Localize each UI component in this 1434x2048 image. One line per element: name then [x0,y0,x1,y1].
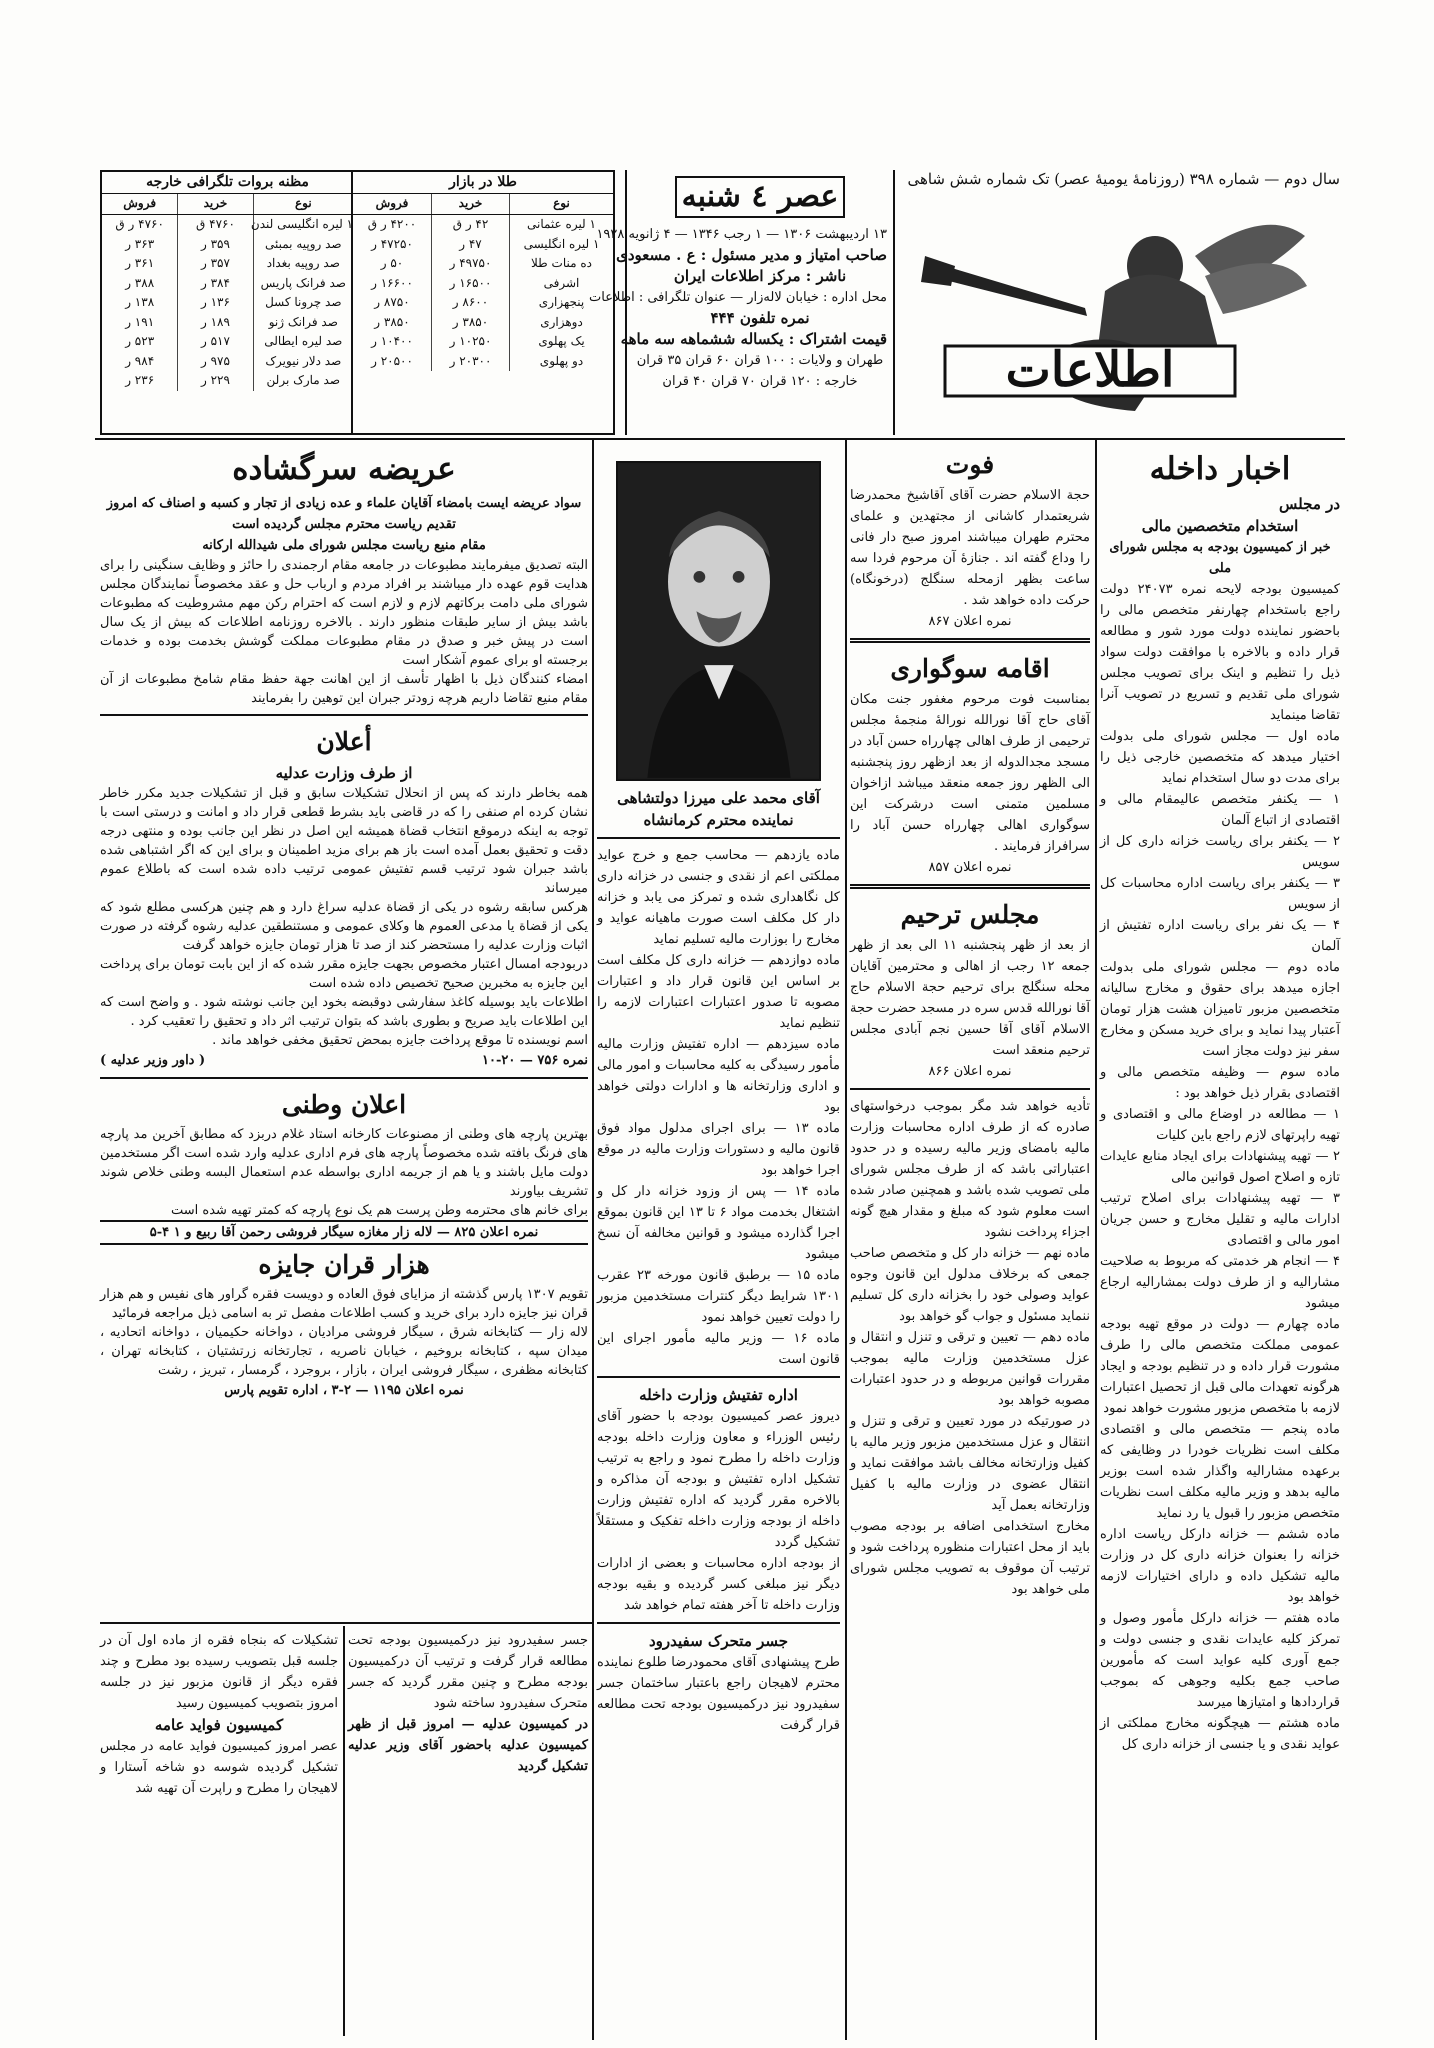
table-row: ۱ لیره عثمانی ۴۲ ر ق ۴۲۰۰ ر ق [353,215,613,235]
paragraph: ۲ — تهیه پیشنهادات برای ایجاد منابع عایدات تازه و اصلاح اصول قوانین مالی [1100,1149,1340,1185]
petition-address: مقام منیع ریاست مجلس شورای ملی شیدالله ارکانه [202,538,486,553]
notice-body: همه بخاطر دارند که پس از انحلال تشکیلات سابق و قبل از تشکیلات جدید مکرر خاطر نشان کرده ام صنفی را که در قاضی باید بشرط قطعی قرار داد و امانت و درستی است با توجه به اینکه درموقع انتخاب قضاة همیشه این اصل در نظر این جانب بوده و منتهی درجه دقت و تحقیق بعمل آمده است باز هم برای مزید اطمینان و برای این که اگر اشتباهی شده باشد جبران شود ترتیب قسم تفتیش عمومی ترتیب داده شده است که باطلاع عموم میرساند [100,786,588,896]
internal-news-title: اخبار داخله [1149,451,1291,487]
table-row: صد روپیه بغداد ۳۵۷ ر ۳۶۱ ر [102,254,353,274]
paragraph: ۳ — تهیه پیشنهادات برای اصلاح ترتیب ادارات مالیه و تقلیل مخارج و حسن جریان امور مالی و اقتصادی [1100,1191,1340,1248]
table-row: صد چرونا کسل ۱۳۶ ر ۱۳۸ ر [102,293,353,313]
notice-footer [100,1050,588,1071]
petition-body: البته تصدیق میفرمایند مطبوعات در جامعه مقام ارجمندی را حائز و وظایف سنگینی را برای هدایت قوم عهده دار میباشند بر افراد مردم و ارباب حل و عقد مخصوصاً نمایندگان مجلس شورای ملی دامت برکاتهم لازم و لازم است که احترام رکن مهم مشروطیت که مطبوعات باشد بیش از سایر طبقات منظور دارند . بالاخره روزنامه اطلاعات که بیش از یک سال است در پیش خبر و صدق در مقام مطبوعات مملکت گوشش بخدمت بوده و خدمات برجسته او برای عموم آشکار است [100,558,588,668]
paragraph: مخارج استخدامی اضافه بر بودجه مصوب باید از محل اعتبارات منظوره پرداخت شود و ترتیب آن موقوف به تصویب مجلس شورای ملی خواهد بود [850,1519,1090,1597]
paragraph: ۴ — انجام هر خدمتی که مربوط به صلاحیت مشارالیه و از طرف دولت بمشارالیه ارجاع میشود [1100,1254,1340,1311]
col-sell: فروش [375,196,409,210]
portrait-illustration [618,463,819,779]
table-row: دو پهلوی ۲۰۳۰۰ ر ۲۰۵۰۰ ر [353,352,613,372]
notice-ad-number: نمره ۷۵۶ — ۲۰-۱۰ [481,1053,588,1068]
paragraph: ۴ — یک نفر برای ریاست اداره تفتیش از آلمان [1100,918,1340,954]
paragraph: ماده چهارم — دولت در موقع تهیه بودجه عمومی مملکت متخصص مالی را طرف مشورت قرار داده و در تنظیم بودجه و ایجاد هرگونه تعهدات مالی قبل از تحصیل اعتبارات لازمه با متخصص مزبور مشورت خواهد نمود [1100,1317,1340,1416]
paragraph: ماده نهم — خزانه دار کل و متخصص صاحب جمعی که برخلاف مدلول این قانون وجوه عواید وصولی خود را بخزانه داری کل تسلیم ننماید مسئول و جواب گو خواهد بود [850,1246,1090,1324]
notice-from: از طرف وزارت عدلیه [275,764,413,782]
masthead-logo [905,196,1310,426]
paragraph: ماده دهم — تعیین و ترقی و تنزل و انتقال و عزل مستخدمین وزارت مالیه بموجب مقررات قوانین مربوطه و در حدود اعتبارات مصوبه خواهد بود [850,1330,1090,1408]
divider [850,884,1090,889]
divider [597,1622,840,1624]
table-row: صد فرانک ژنو ۱۸۹ ر ۱۹۱ ر [102,313,353,333]
exchange-table-header [102,194,353,215]
ad-number: نمره اعلان ۸۶۷ [928,614,1012,629]
subheading: استخدام متخصصین مالی [1141,517,1299,535]
paragraph: دیروز عصر کمیسیون بودجه با حضور آقای رئیس الوزراء و معاون وزارت داخله بودجه وزارت داخله را مطرح نمود و راجع به ترتیب تشکیل اداره تفتیش و بودجه آن مذاکره و بالاخره مقرر گردید که اداره تفتیش وزارت داخله از بودجه وزارت داخله تفکیک و مستقلاً تشکیل گردد [597,1409,840,1550]
national-ad-footer: نمره اعلان ۸۲۵ — لاله زار مغازه سیگار فروشی رحمن آقا ربیع و ۱ ۴-۵ [100,1220,588,1245]
prize-ad-number: نمره اعلان ۱۱۹۵ — ۲-۳ ، اداره تقویم پارس [224,1383,464,1398]
exchange-table-title: مظنه بروات تلگرافی خارجه [102,172,353,194]
exchange-table [102,172,353,433]
portrait-column [597,445,840,2035]
paragraph: ماده دوازدهم — خزانه داری کل مکلف است بر اساس این قانون قرار داد و اعتبارات مصوبه تا صدور اعتبارات اعتبارات لازمه را تنظیم نماید [597,953,840,1031]
col-type: نوع [509,194,613,214]
column-rule [845,440,847,2040]
divider [850,638,1090,643]
table-row: صد دلار نیویرک ۹۷۵ ر ۹۸۴ ر [102,352,353,372]
col-type: نوع [253,194,353,214]
day-label: عصر ٤ شنبه [675,176,845,218]
subheading: جسر متحرک سفیدرود [648,1632,789,1650]
portrait-caption-sub: نماینده محترم کرمانشاه [643,811,794,829]
paragraph: از بودجه اداره محاسبات و بعضی از ادارات دیگر نیز مبلغی کسر گردیده و بقیه بودجه وزارت داخله تا آخر هفته تمام خواهد شد [597,1556,840,1613]
divider [597,837,840,839]
petition-end: امضاء کنندگان ذیل با اظهار تأسف از این اهانت جهة حفظ مقام شامخ مطبوعات از آن مقام منیع تقاضا داریم هرچه زودتر جبران این توهین را بفرمایند [100,672,588,706]
paragraph: کمیسیون بودجه لایحه نمره ۲۴۰۷۳ دولت راجع باستخدام چهارنفر متخصص مالی را باحضور نماینده دولت مورد شور و مطالعه قرار داده و بالاخره با موافقت دولت سواد ذیل را تنظیم و اینک برای تصویب مجلس شورای ملی تقدیم و تسریع در تصویب آنرا تقاضا مینماید [1100,582,1340,723]
column-rule [1095,440,1097,2040]
portrait-photo [616,461,821,781]
paragraph: ماده ۱۶ — وزیر مالیه مأمور اجرای این قانون است [597,1331,840,1367]
paragraph: در کمیسیون عدلیه — امروز قبل از ظهر کمیسیون عدلیه باحضور آقای وزیر عدلیه تشکیل گردید [348,1717,588,1774]
table-row: صد لیره ایطالی ۵۱۷ ر ۵۲۳ ر [102,332,353,352]
notices-column [850,445,1090,2035]
col-buy: خرید [177,194,252,214]
publisher-line: ناشر : مرکز اطلاعات ایران [673,267,847,285]
notice-title: أعلان [316,727,372,756]
owner-line: صاحب امتیاز و مدیر مسئول : ع . مسعودی [616,246,887,264]
date-line: ۱۳ اردیبهشت ۱۳۰۶ — ۱ رجب ۱۳۴۶ — ۴ ژانویه ۱۹۲۸ [596,227,887,242]
table-row: یک پهلوی ۱۰۲۵۰ ر ۱۰۴۰۰ ر [353,332,613,352]
subheading: اداره تفتیش وزارت داخله [639,1386,798,1404]
table-row: دوهزاری ۳۸۵۰ ر ۳۸۵۰ ر [353,313,613,333]
table-row: ۱ لیره انگلیسی لندن ۴۷۶۰ ق ۴۷۶۰ ر ق [102,215,353,235]
table-row: پنجهزاری ۸۶۰۰ ر ۸۷۵۰ ر [353,293,613,313]
paragraph: ماده ۱۵ — برطبق قانون مورخه ۲۳ عقرب ۱۳۰۱ شرایط دیگر کنترات مستخدمین مزبور را دولت تعیین خواهد نمود [597,1268,840,1325]
paragraph: ماده اول — مجلس شورای ملی بدولت اختیار میدهد که متخصصین خارجی ذیل را برای مدت دو سال استخدام نماید [1100,729,1340,786]
table-row: صد فرانک پاریس ۳۸۴ ر ۳۸۸ ر [102,274,353,294]
mourning-text: بمناسبت فوت مرحوم مغفور جنت مکان آقای حاج آقا نورالله نورالهٔ منجمهٔ مجلس ترحیمی از طرف اهالی چهارراه حسن آباد در مسجد مجدالدوله از بعد ازظهر روز پنجشنبه الی الظهر روز جمعه منعقد میباشد ازاخوان مسلمین متمنی است درشرکت این سوگواری اهالی چهارراه حسن آباد را سرافراز فرمایند . [850,692,1090,854]
petition-title: عریضه سرگشاده [232,451,456,487]
portrait-caption: آقای محمد علی میرزا دولتشاهی [617,789,820,807]
gold-table-title: طلا در بازار [353,172,613,194]
divider [850,1088,1090,1090]
national-ad-body: بهترین پارچه های وطنی از مصنوعات کارخانه استاد غلام دربزد که مطابق آخرین مد پارچه های فرنگ بافته شده مخصوصاً پارچه های فرم اداری عدلیه وارد شده است اگر مستخدمین دولت مایل باشند و یا هم از جریمه اداری بواسطه عدم استعمال البسه وطنی خلاص شوند تشریف بیاورند [100,1127,588,1199]
notice-signature: ( داور وزیر عدلیه ) [100,1053,206,1068]
paragraph: طرح پیشنهادی آقای محمودرضا طلوع نماینده محترم لاهیجان راجع باعتبار ساختمان جسر سفیدرود نیز درکمیسیون بودجه تحت مطالعه قرار گرفت [597,1655,840,1733]
market-tables [100,170,615,435]
paragraph: تشکیلات که بنجاه فقره از ماده اول آن در جلسه قبل بتصویب رسیده بود مطرح و چند فقره دیگر از قانون مزبور نیز در جلسه امروز بتصویب کمیسیون رسید [100,1633,338,1711]
lower-left-box [100,1630,338,2035]
logo-wordmark: اطلاعات [1005,342,1175,398]
paragraph: در صورتیکه در مورد تعیین و ترقی و تنزل و انتقال و عزل مستخدمین مزبور وزیر مالیه با کفیل وزارتخانه مخالف باشد موافقت نماید و انتقال عضوی در وزارت مالیه با کفیل وزارتخانه بعمل آید [850,1414,1090,1513]
paragraph: تأدیه خواهد شد مگر بموجب درخواستهای صادره که از طرف اداره محاسبات وزارت مالیه بامضای وزیر مالیه رسیده و در حدود اعتباراتی باشد که از طرف مجلس شورای ملی تصویب شده باشد و همچنین صادر شده است معلوم شود که مبلغ و مقدار هیچ گونه اجزاء پرداخت نشود [850,1099,1090,1240]
ad-number: نمره اعلان ۸۵۷ [928,860,1012,875]
prize-body: تقویم ۱۳۰۷ پارس گذشته از مزایای فوق العاده و دویست فقره گراور های نفیس و هم هزار قران نیز جایزه دارد برای خرید و کسب اطلاعات مفصل تر به اسامی ذیل مراجعه فرمائید [100,1287,588,1321]
paragraph: ماده سوم — وظیفه متخصص مالی و اقتصادی بقرار ذیل خواهد بود : [1100,1065,1340,1101]
masthead-info [589,170,895,435]
paragraph: جسر سفیدرود نیز درکمیسیون بودجه تحت مطالعه قرار گرفت و ترتیب آن درکمیسیون بودجه مطرح و چنین مقرر گردید که جسر متحرک سفیدرود ساخته شود [348,1633,588,1711]
prize-body: لاله زار — کتابخانه شرق ، سیگار فروشی مرادیان ، دواخانه حکیمیان ، دواخانه اتحادیه ، میدان سپه ، کتابخانه بروخیم ، خیابان ناصریه ، تجارتخانه زرتشتیان ، کتابخانه تهران ، کتابخانه مظفری ، سیگار فروشی ایران ، بازار ، بروجرد ، گرمسار ، تبریز ، رشت [100,1325,588,1378]
kicker: در مجلس [1279,495,1340,513]
table-row: ۱ لیره انگلیسی ۴۷ ر ۴۷۲۵۰ ر [353,235,613,255]
address-line: محل اداره : خیابان لاله‌زار — عنوان تلگرافی : اطلاعات [589,290,887,305]
section-rule [100,1622,592,1624]
paragraph: ۳ — یکنفر برای ریاست اداره محاسبات کل از سویس [1100,876,1340,912]
col-sell: فروش [123,196,157,210]
paragraph: عصر امروز کمیسیون فواید عامه در مجلس تشکیل گردیده شوسه دو شاخه آستارا و لاهیجان را مطرح و راپرت آن تهیه شد [100,1739,338,1796]
column-rule [592,440,594,2040]
notice-body: دربودجه امسال اعتبار مخصوص بجهت جایزه مقرر شده که از این بابت تومان برای پرداخت این جایزه به مخبرین صحیح تخصیص داده شده است [100,957,588,991]
paragraph: ماده دوم — مجلس شورای ملی بدولت اجازه میدهد برای حقوق و مخارج سالیانه متخصصین مزبور تامیزان هشت هزار تومان آعتبار پیدا نماید و برای خرید مسکن و مخارج سفر نیز دولت مجاز است [1100,960,1340,1059]
subheading: خبر از کمیسیون بودجه به مجلس شورای ملی [1109,540,1331,576]
divider [100,1077,588,1079]
mourning-title: اقامه سوگواری [890,654,1050,683]
paragraph: ۲ — یکنفر برای ریاست خزانه داری کل از سویس [1100,834,1340,870]
national-ad-title: اعلان وطنی [281,1090,407,1119]
gold-table-header [353,194,613,215]
obituary-text: حجة الاسلام حضرت آقای آقاشیخ محمدرضا شریعتمدار کاشانی از مجتهدین و علمای محترم طهران میباشند امروز صبح دار فانی را وداع گفته اند . جنازهٔ آن مرحوم فردا سه ساعت بظهر ازمحله سنگلج (درخونگاه) حرکت داده خواهد شد . [850,488,1090,608]
prize-title: هزار قران جایزه [258,1250,430,1279]
table-row: صد روپیه بمبئی ۳۵۹ ر ۳۶۳ ر [102,235,353,255]
memorial-title: مجلس ترحیم [900,900,1040,929]
paragraph: ماده ۱۳ — برای اجرای مدلول مواد فوق قانون مالیه و دستورات وزارت مالیه در موقع اجرا خواهد بود [597,1121,840,1178]
table-row: صد مارک برلن ۲۲۹ ر ۲۳۶ ر [102,371,353,391]
paragraph: ماده سیزدهم — اداره تفتیش وزارت مالیه مأمور رسیدگی به کلیه محاسبات و امور مالی و اداری وزارتخانه ها و ادارات دولتی خواهد بود [597,1037,840,1115]
notice-body: اطلاعات باید بوسیله کاغذ سفارشی دوقبضه بخود این جانب نوشته شود . و واضح است که این اطلاعات باید صریح و بطوری باشد که بتوان ترتیب اثر داد و تحقیق را تعقیب کرد . [100,995,588,1029]
memorial-text: از بعد از ظهر پنجشنبه ۱۱ الی بعد از ظهر جمعه ۱۲ رجب از اهالی و محترمین آقایان محله سنگلج برای ترحیم حجة الاسلام حاج آقا نورالله قدس سره در مسجد حضرت حجة الاسلام آقای آقا حسین نجم آبادی مجلس ترحیم منعقد است [850,938,1091,1058]
column-rule [343,1626,345,2036]
notice-body: اسم نویسنده تا موقع پرداخت جایزه بمحض تحقیق مخفی خواهد ماند . [212,1033,588,1048]
ad-number: نمره اعلان ۸۶۶ [928,1064,1012,1079]
subheading: کمیسیون فواید عامه [154,1716,284,1734]
issue-line: سال دوم — شماره ۳۹۸ (روزنامهٔ یومیهٔ عصر) تک شماره شش شاهی [907,170,1340,188]
subscription-tehran: طهران و ولایات : ۱۰۰ قران ۶۰ قران ۳۵ قران [636,353,884,368]
announcements-column [100,445,588,1620]
masthead-rule [95,438,1345,440]
herald-angel-logo [905,196,1310,426]
national-ad-body: برای خانم های محترمه وطن پرست هم یک نوع پارچه که کمتر تهیه شده است [170,1203,588,1218]
paragraph: ماده ۱۴ — پس از وزود خزانه دار کل و اشتغال بخدمت مواد ۶ تا ۱۳ این قانون بموقع اجرا گذارده میشود و قوانین مخالفه آن نسخ میشود [597,1184,840,1262]
paragraph: ماده پنجم — متخصص مالی و اقتصادی مکلف است نظریات خودرا در وظایفی که برعهده مشارالیه واگذار شده است بوزیر مالیه بدهد و وزیر مالیه مکلف است نظریات متخصص مزبور را قبول یا رد نماید [1100,1422,1340,1521]
lower-right-box [348,1630,588,2035]
gold-table [351,172,613,433]
table-row: اشرفی ۱۶۵۰۰ ر ۱۶۶۰۰ ر [353,274,613,294]
obituary-title: فوت [945,450,995,479]
paragraph: ۱ — یکنفر متخصص عالیمقام مالی و اقتصادی از اتباع آلمان [1100,792,1340,828]
phone-line: نمره تلفون ۴۴۴ [710,309,810,327]
paragraph: ماده هشتم — هیچگونه مخارج مملکتی از عواید نقدی و یا جنسی از خزانه داری کل [1100,1716,1340,1752]
table-row: ده منات طلا ۴۹۷۵۰ ر ۵۰ ر [353,254,613,274]
paragraph: ماده یازدهم — محاسب جمع و خرج عواید مملکتی اعم از نقدی و جنسی در خزانه داری کل نگاهداری شده و تمرکز می یابد و خزانه دار کل مکلف است صورت ماهیانه عواید و مخارج را بوزارت مالیه تسلیم نماید [597,848,840,947]
paragraph: ماده ششم — خزانه دارکل ریاست اداره خزانه را بعنوان خزانه داری کل در وزارت مالیه تشکیل داده و دارای اختیارات لازمه خواهد بود [1100,1527,1340,1605]
internal-news-column [1100,445,1340,2035]
subscription-abroad: خارجه : ۱۲۰ قران ۷۰ قران ۴۰ قران [662,374,858,389]
petition-lead: سواد عریضه ایست بامضاء آقایان علماء و عده زیادی از تجار و کسبه و اصناف که امروز تقدیم ریاست محترم مجلس گردیده است [106,496,582,532]
paragraph: ۱ — مطالعه در اوضاع مالی و اقتصادی و تهیه راپرتهای لازم راجع باین کلیات [1100,1107,1340,1143]
notice-body: هرکس سابقه رشوه در یکی از قضاة عدلیه سراغ دارد و هم چنین هرکسی مطلع شود که یکی از قضاة یا مدعی العموم ها وکلای عمومی و مستنطقین عدلیه رشوه گرفته در صورت اثبات وزارت عدلیه را مستحضر کند از صد تا هزار تومان جایزه خواهد گرفت [100,900,588,953]
divider [597,1376,840,1378]
paragraph: ماده هفتم — خزانه دارکل مأمور وصول و تمرکز کلیه عایدات نقدی و جنسی دولت و جمع آوری کلیه عواید است که مأمورین صاحب جمع بکلیه وجوهی که بموجب قراردادها و امتیازها میرسد [1100,1611,1340,1710]
divider [100,714,588,716]
col-buy: خرید [431,194,509,214]
subscription-line: قیمت اشتراک : یکساله ششماهه سه ماهه [620,330,887,348]
